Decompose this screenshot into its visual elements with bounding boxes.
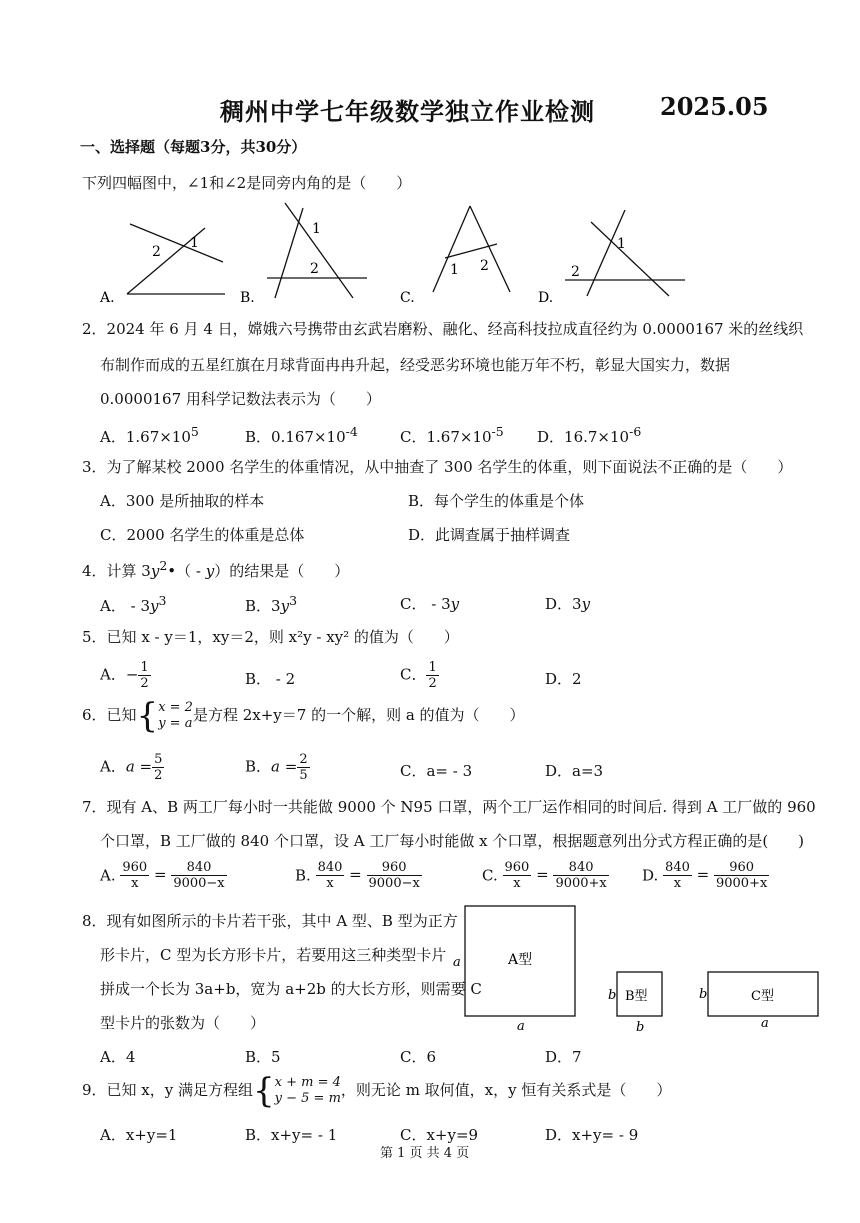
angle-2-label: 2	[480, 258, 489, 274]
figure-a	[99, 224, 225, 306]
option-d-label: D.	[538, 290, 554, 306]
q7-option-d: D. $\frac{840}{x}$ = $\frac{960}{9000+x}$	[642, 860, 768, 891]
option-a-label: A.	[100, 290, 115, 306]
q5-stem: 5．已知 x - y＝1，xy＝2，则 x²y - xy² 的值为（ ）	[82, 628, 459, 646]
q9-option-a: A．x+y=1	[100, 1126, 178, 1144]
q7-option-c: C. $\frac{960}{x}$ = $\frac{840}{9000+x}$	[482, 860, 607, 891]
page-title: 稠州中学七年级数学独立作业检测	[220, 97, 595, 126]
page-footer: 第 1 页 共 4 页	[380, 1146, 470, 1161]
q8-option-b: B．5	[245, 1048, 281, 1066]
q2-option-b: B．$0.167\times 10^{-4}$	[245, 424, 358, 446]
q7-option-b: B. $\frac{840}{x}$ = $\frac{960}{9000-x}$	[295, 860, 420, 891]
option-c-label: C.	[400, 290, 415, 306]
q2-option-a: A．$1.67\times 10^5$	[100, 424, 199, 446]
q3-stem: 3．为了解某校 2000 名学生的体重情况，从中抽查了 300 名学生的体重，则下面说法不正确的是（ ）	[82, 458, 793, 476]
q4-option-a: A． - $3y^3$	[100, 593, 167, 615]
q3-option-a: A．300 是所抽取的样本	[100, 492, 265, 510]
q1-figures	[95, 198, 695, 308]
q8-option-a: A．4	[100, 1048, 136, 1066]
card-a-side: a	[453, 955, 461, 970]
figure-b	[240, 203, 367, 306]
figure-c	[400, 206, 510, 306]
q2-line-1: 2．2024 年 6 月 4 日，嫦娥六号携带由玄武岩磨粉、融化、经高科技拉成直径约为 0.0000167 米的丝线织	[82, 320, 804, 338]
card-a-label: A型	[508, 952, 533, 968]
q5-option-a: A．− $\frac{1}{2}$	[100, 660, 149, 691]
card-b-side: b	[608, 988, 617, 1003]
q2-line-2: 布制作而成的五星红旗在月球背面冉冉升起，经受恶劣环境也能万年不朽，彰显大国实力，数据	[100, 356, 731, 374]
q9-option-d: D．x+y= - 9	[545, 1126, 639, 1144]
q5-option-c: C． $\frac{1}{2}$	[400, 660, 437, 691]
q7-option-a: A. $\frac{960}{x}$ = $\frac{840}{9000-x}$	[100, 860, 225, 891]
card-c-label: C型	[751, 989, 774, 1004]
q6-option-a: A．a = $\frac{5}{2}$	[100, 752, 163, 783]
angle-2-label: 2	[571, 264, 580, 280]
q2-option-d: D．$16.7\times 10^{-6}$	[537, 424, 642, 446]
q4-stem: 4．计算 $3y^2•( - y)$的结果是（ ）	[82, 558, 350, 580]
card-c-side: b	[699, 987, 708, 1002]
q6-stem: 6．已知{ x = 2 y = a 是方程 2x+y＝7 的一个解，则 a 的值为（ ）	[82, 696, 525, 736]
q1-stem	[82, 172, 411, 193]
q8-line-2: 形卡片，C 型为长方形卡片，若要用这三种类型卡片	[100, 946, 447, 964]
q3-option-d: D．此调查属于抽样调查	[408, 526, 571, 544]
card-b-label: B型	[625, 989, 648, 1004]
q8-option-d: D．7	[545, 1048, 582, 1066]
angle-1-label: 1	[617, 236, 626, 252]
q6-option-d: D．a=3	[545, 762, 604, 780]
q6-option-b: B．a = $\frac{2}{5}$	[245, 752, 308, 783]
q9-option-b: B．x+y= - 1	[245, 1126, 338, 1144]
q1-text: 下列四幅图中，∠1和∠2是同旁内角的是（ ）	[82, 174, 412, 192]
q9-option-c: C．x+y=9	[400, 1126, 479, 1144]
q5-option-d: D．2	[545, 670, 582, 688]
card-a-bottom: a	[517, 1019, 525, 1034]
figure-d	[538, 210, 685, 306]
q8-line-3: 拼成一个长为 3a+b，宽为 a+2b 的大长方形，则需要 C	[100, 980, 482, 998]
q7-line-1: 7．现有 A、B 两工厂每小时一共能做 9000 个 N95 口罩，两个工厂运作相同的时间后. 得到 A 工厂做的 960	[82, 798, 816, 816]
card-c-bottom: a	[761, 1016, 769, 1031]
section-heading: 一、选择题（每题3分，共30分）	[80, 138, 307, 156]
q9-stem: 9．已知 x，y 满足方程组{ x + m = 4 y − 5 = m ，则无论 m 取何值，x，y 恒有关系式是（ ）	[82, 1071, 672, 1111]
q4-option-b: B．$3y^3$	[245, 593, 298, 615]
exam-date: 2025.05	[660, 92, 769, 121]
option-b-label: B.	[240, 290, 255, 306]
q6-option-c: C．a= - 3	[400, 762, 473, 780]
q4-option-d: D．3y	[545, 595, 591, 613]
angle-1-label: 1	[450, 262, 459, 278]
q3-option-b: B．每个学生的体重是个体	[408, 492, 585, 510]
q8-line-4: 型卡片的张数为（ ）	[100, 1014, 266, 1032]
q8-line-1: 8．现有如图所示的卡片若干张，其中 A 型、B 型为正方	[82, 912, 458, 930]
q2-line-3: 0.0000167 用科学记数法表示为（ ）	[100, 390, 381, 408]
angle-2-label: 2	[310, 261, 319, 277]
q4-option-c: C． - 3y	[400, 595, 460, 613]
angle-1-label: 1	[312, 221, 321, 237]
q5-option-b: B． - 2	[245, 670, 296, 688]
q8-option-c: C．6	[400, 1048, 437, 1066]
card-b-bottom: b	[636, 1020, 645, 1035]
q2-option-c: C．$1.67\times 10^{-5}$	[400, 424, 504, 446]
angle-2-label: 2	[152, 244, 161, 260]
q3-option-c: C．2000 名学生的体重是总体	[100, 526, 305, 544]
q8-cards-figure	[445, 900, 830, 1040]
q7-line-2: 个口罩，B 工厂做的 840 个口罩，设 A 工厂每小时能做 x 个口罩，根据题意列出分式方程正确的是( )	[100, 832, 805, 850]
angle-1-label: 1	[190, 235, 199, 251]
